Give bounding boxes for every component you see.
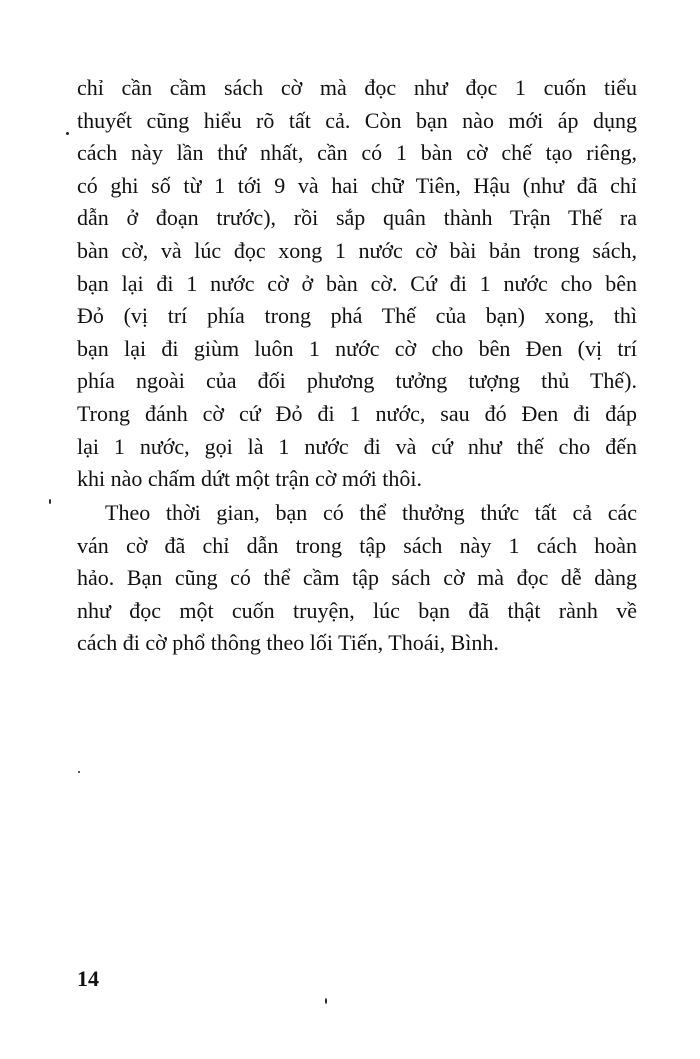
paragraph-1 xyxy=(77,72,637,496)
text-line: khi nào chấm dứt một trận cờ mới thôi. xyxy=(77,466,422,492)
text-line: lại 1 nước, gọi là 1 nước đi và cứ như thế cho đến xyxy=(77,433,637,459)
text-line: cách đi cờ phổ thông theo lối Tiến, Thoái, Bình. xyxy=(77,630,499,656)
text-line: bạn lại đi giùm luôn 1 nước cờ cho bên Đen (vị trí xyxy=(77,335,637,361)
text-line: chỉ cần cầm sách cờ mà đọc như đọc 1 cuốn tiểu xyxy=(77,75,637,100)
text-line: Theo thời gian, bạn có thể thưởng thức tất cả các xyxy=(105,500,637,525)
scan-speck xyxy=(78,771,80,773)
text-line: thuyết cũng hiểu rõ tất cả. Còn bạn nào mới áp dụng xyxy=(77,107,637,133)
text-line: như đọc một cuốn truyện, lúc bạn đã thật rành về xyxy=(77,597,637,623)
text-line: ván cờ đã chỉ dẫn trong tập sách này 1 cách hoàn xyxy=(77,532,637,558)
scan-speck xyxy=(49,499,51,504)
text-line: bạn lại đi 1 nước cờ ở bàn cờ. Cứ đi 1 nước cho bên xyxy=(77,270,637,296)
paragraph-2 xyxy=(77,497,637,660)
text-line: Trong đánh cờ cứ Đỏ đi 1 nước, sau đó Đen đi đáp xyxy=(77,400,637,426)
text-line: phía ngoài của đối phương tưởng tượng thủ Thế). xyxy=(77,368,637,394)
scan-speck xyxy=(66,132,69,135)
scan-speck xyxy=(325,998,327,1004)
text-line: có ghi số từ 1 tới 9 và hai chữ Tiên, Hậu (như đã chỉ xyxy=(77,172,637,198)
page-number: 14 xyxy=(77,966,99,991)
text-line: bàn cờ, và lúc đọc xong 1 nước cờ bài bản trong sách, xyxy=(77,237,637,263)
text-line: hảo. Bạn cũng có thể cầm tập sách cờ mà đọc dễ dàng xyxy=(77,565,637,591)
text-line: cách này lần thứ nhất, cần có 1 bàn cờ chế tạo riêng, xyxy=(77,140,637,166)
text-line: dẫn ở đoạn trước), rồi sắp quân thành Trận Thế ra xyxy=(77,205,637,231)
text-line: Đỏ (vị trí phía trong phá Thế của bạn) xong, thì xyxy=(77,303,637,329)
